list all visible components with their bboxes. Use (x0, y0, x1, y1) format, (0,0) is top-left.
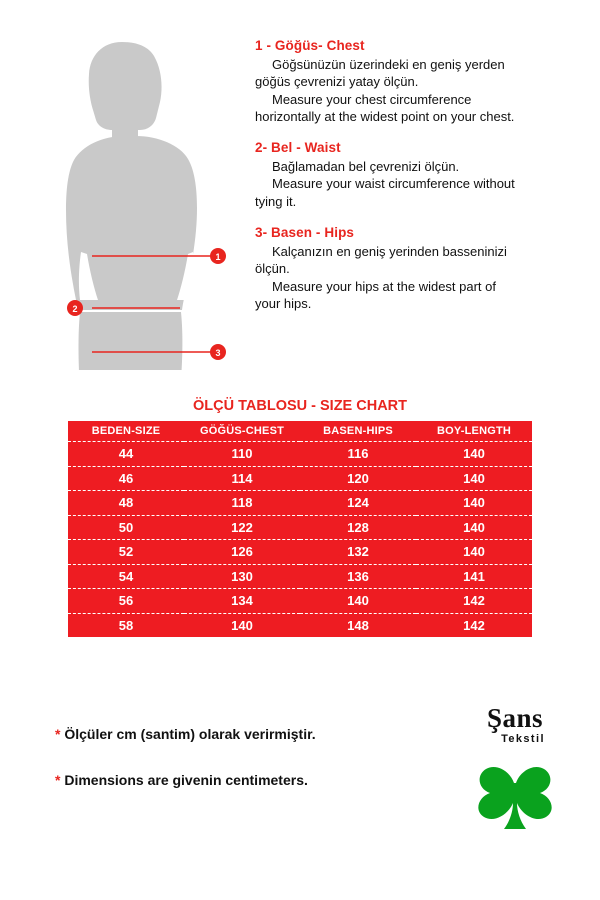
instruction-line: Measure your hips at the widest part of (272, 278, 497, 294)
cell-size: 58 (118, 617, 134, 633)
table-row (68, 515, 532, 540)
table-row (68, 613, 532, 637)
cell-hips: 132 (300, 540, 416, 565)
cell-hips: 128 (300, 515, 416, 540)
cell-hips: 124 (300, 491, 416, 516)
cell-length: 141 (416, 564, 532, 589)
table-row (68, 491, 532, 516)
measurement-guide-section (0, 0, 600, 390)
instruction-line: ölçün. (255, 261, 290, 277)
instruction-line: Measure your waist circumference without (272, 176, 515, 192)
instruction-line: Kalçanızın en geniş yerinden basseninizi (272, 243, 507, 259)
table-row (68, 442, 532, 467)
cell-chest: 134 (184, 589, 300, 614)
table-row (68, 564, 532, 589)
note-text: Dimensions are givenin centimeters. (64, 772, 308, 788)
brand-subtitle: Tekstil (501, 733, 545, 745)
table-row (68, 589, 532, 614)
instruction-waist (255, 140, 580, 210)
cell-size: 44 (68, 442, 184, 467)
size-chart-title: ÖLÇÜ TABLOSU - SIZE CHART (193, 398, 407, 414)
note-tr (55, 726, 455, 742)
svg-text:2: 2 (72, 304, 78, 314)
cell-chest: 130 (184, 564, 300, 589)
female-silhouette-icon (30, 40, 245, 370)
body-figure (30, 40, 245, 370)
cell-size: 50 (68, 515, 184, 540)
note-star: * (55, 772, 61, 788)
note-star: * (55, 726, 61, 742)
note-en (55, 772, 455, 788)
cell-hips: 120 (300, 466, 416, 491)
cell-length: 140 (416, 491, 532, 516)
table-header-row (68, 421, 532, 442)
cell-chest: 114 (184, 466, 300, 491)
instructions-list (255, 38, 580, 327)
cell-length: 140 (416, 515, 532, 540)
cell-chest: 118 (184, 491, 300, 516)
brand-name: Şans (486, 703, 544, 733)
cell-chest: 122 (184, 515, 300, 540)
svg-text:1: 1 (215, 252, 221, 262)
cell-chest: 126 (184, 540, 300, 565)
instruction-title: 2- Bel - Waist (255, 140, 341, 156)
note-text: Ölçüler cm (santim) olarak verirmiştir. (64, 726, 316, 742)
cell-chest: 140 (231, 617, 253, 633)
footer-notes (55, 726, 455, 818)
column-header-hips: BASEN-HIPS (300, 421, 416, 442)
cell-length: 142 (463, 617, 485, 633)
column-header-size: BEDEN-SIZE (68, 421, 184, 442)
cell-size: 56 (68, 589, 184, 614)
size-chart-table (68, 421, 532, 637)
cell-hips: 136 (300, 564, 416, 589)
svg-text:3: 3 (215, 348, 221, 358)
instruction-line: Bağlamadan bel çevrenizi ölçün. (272, 159, 460, 175)
table-row (68, 466, 532, 491)
instruction-line: your hips. (255, 295, 312, 311)
cell-length: 142 (416, 589, 532, 614)
instruction-line: göğüs çevrenizi yatay ölçün. (255, 74, 419, 90)
instruction-line: tying it. (255, 193, 297, 209)
column-header-chest: GÖĞÜS-CHEST (184, 421, 300, 442)
cell-hips: 140 (300, 589, 416, 614)
instruction-line: Göğsünüzün üzerindeki en geniş yerden (272, 57, 505, 72)
instruction-hips (255, 225, 580, 312)
cell-length: 140 (416, 442, 532, 467)
cell-hips: 148 (347, 617, 369, 633)
clover-icon (470, 753, 560, 831)
cell-size: 48 (68, 491, 184, 516)
cell-length: 140 (416, 540, 532, 565)
cell-length: 140 (416, 466, 532, 491)
cell-hips: 116 (300, 442, 416, 467)
column-header-length: BOY-LENGTH (416, 421, 532, 442)
instruction-chest (255, 38, 580, 125)
brand-logo (460, 705, 570, 835)
instruction-title: 3- Basen - Hips (255, 224, 355, 240)
instruction-title: 1 - Göğüs- Chest (255, 38, 365, 53)
cell-size: 52 (68, 540, 184, 565)
cell-size: 46 (68, 466, 184, 491)
instruction-line: Measure your chest circumference (272, 91, 472, 107)
cell-chest: 110 (184, 442, 300, 467)
cell-size: 54 (68, 564, 184, 589)
table-row (68, 540, 532, 565)
instruction-line: horizontally at the widest point on your chest. (255, 108, 515, 124)
